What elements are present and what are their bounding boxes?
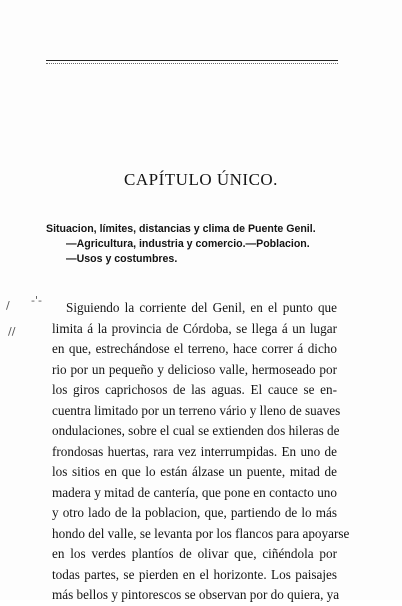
summary-line: —Agricultura, industria y comercio.—Poblacion. (66, 238, 310, 250)
chapter-title: CAPÍTULO ÚNICO. (124, 170, 278, 189)
body-line: hondo del valle, se levanta por los flancos para apoyarse (52, 525, 350, 541)
body-line: limita á la provincia de Córdoba, se llega á un lugar (52, 320, 337, 336)
body-line: ondulaciones, sobre el cual se extienden dos hileras de (52, 423, 340, 438)
summary-line: Situacion, límites, distancias y clima de Puente Genil. (46, 223, 316, 235)
body-line: los sitios en que lo están álzase un puente, mitad de (52, 464, 337, 479)
header-rule-shadow (46, 63, 338, 64)
body-paragraph (52, 298, 350, 606)
body-line: Siguiendo la corriente del Genil, en el punto que (66, 300, 337, 315)
margin-pencil-mark: / (6, 299, 10, 312)
body-line: madera y mitad de cantería, que pone en contacto uno (52, 484, 337, 500)
body-line: todas partes, se pierden en el horizonte. Los paisajes (52, 566, 337, 582)
header-rule (46, 60, 338, 61)
body-line: y otro lado de la poblacion, que, partiendo de lo más (52, 505, 337, 520)
body-line: en que, estrechándose el terreno, hace correr á dicho (52, 341, 337, 356)
body-line: en los verdes plantíos de olivar que, ciñéndola por (52, 546, 337, 561)
body-line: más bellos y pintorescos se observan por do quiera, ya (52, 587, 340, 602)
body-line: cuentra limitado por un terreno vário y lleno de suaves (52, 402, 341, 418)
summary-line: —Usos y costumbres. (66, 253, 178, 265)
margin-pencil-mark: // (8, 325, 16, 338)
body-line: rio por un pequeño y delicioso valle, hermoseado por (52, 361, 337, 377)
chapter-summary (46, 222, 346, 267)
margin-pencil-mark: -'- (31, 294, 42, 307)
body-line: frondosas huertas, rara vez interrumpidas. En uno de (52, 443, 337, 459)
body-line: los giros caprichosos de las aguas. El cauce se en- (52, 382, 337, 397)
